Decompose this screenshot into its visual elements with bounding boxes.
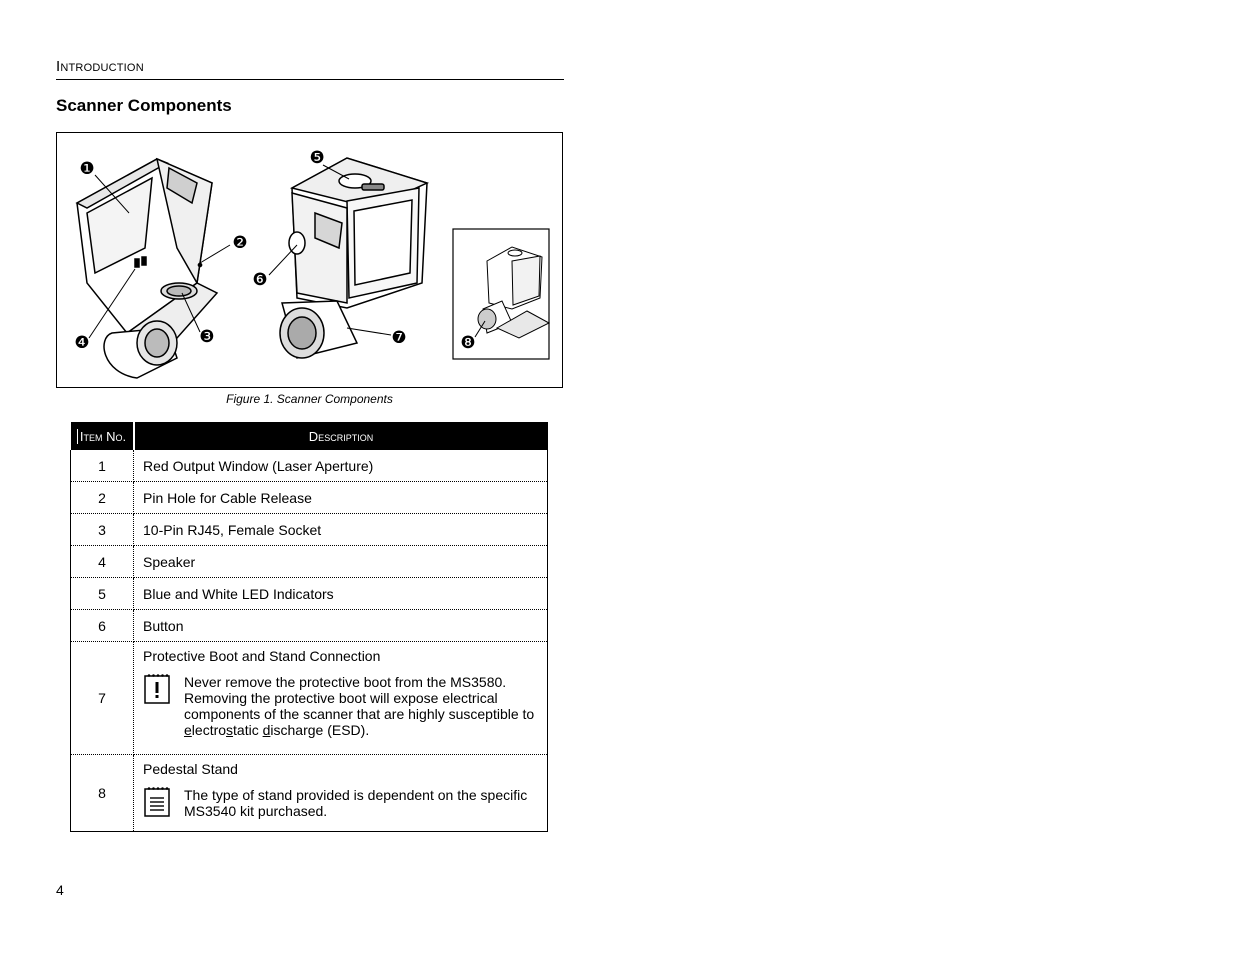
scanner-components-figure xyxy=(56,132,563,388)
table-row xyxy=(71,578,548,610)
callout-6: ❻ xyxy=(252,270,268,290)
table-row xyxy=(71,546,548,578)
table-row xyxy=(71,642,548,755)
table-header-row xyxy=(71,422,548,450)
item-description: Blue and White LED Indicators xyxy=(134,578,548,610)
item-description xyxy=(134,642,548,755)
item-number: 6 xyxy=(71,610,134,642)
table-row xyxy=(71,482,548,514)
info-note-text: The type of stand provided is dependent on the specific MS3540 kit purchased. xyxy=(184,787,528,819)
item-number: 1 xyxy=(71,450,134,482)
item-number: 8 xyxy=(71,755,134,832)
item-description: Speaker xyxy=(134,546,548,578)
section-header xyxy=(56,58,564,80)
item-description: 10-Pin RJ45, Female Socket xyxy=(134,514,548,546)
components-table xyxy=(70,422,548,832)
section-header-text: Introduction xyxy=(56,58,144,75)
note-icon xyxy=(143,785,171,819)
item-description-title: Protective Boot and Stand Connection xyxy=(143,648,381,664)
figure-caption: Figure 1. Scanner Components xyxy=(226,392,393,406)
callout-5: ❺ xyxy=(309,148,325,168)
scanner-rear-view-illustration xyxy=(77,159,217,378)
table-row xyxy=(71,755,548,832)
table-row xyxy=(71,450,548,482)
table-row xyxy=(71,514,548,546)
callout-8: ❽ xyxy=(460,333,476,353)
item-number: 7 xyxy=(71,642,134,755)
caution-note-text: Never remove the protective boot from the MS3580. Removing the protective boot will expose electrical components of the scanner that are highly susceptible to electrostatic discharge (ESD). xyxy=(184,674,535,738)
caution-note xyxy=(143,674,547,738)
callout-3: ❸ xyxy=(199,327,215,347)
caution-icon xyxy=(143,672,171,706)
page-title: Scanner Components xyxy=(56,96,232,115)
callout-4: ❹ xyxy=(74,333,90,353)
callout-1: ❶ xyxy=(79,159,95,179)
page-number: 4 xyxy=(56,882,64,898)
info-note xyxy=(143,787,547,819)
item-description: Button xyxy=(134,610,548,642)
item-number: 5 xyxy=(71,578,134,610)
item-description xyxy=(134,755,548,832)
item-description: Red Output Window (Laser Aperture) xyxy=(134,450,548,482)
column-header-description: Description xyxy=(134,422,548,450)
column-header-item-no: Item No. xyxy=(71,422,134,450)
table-row xyxy=(71,610,548,642)
item-description: Pin Hole for Cable Release xyxy=(134,482,548,514)
item-number: 2 xyxy=(71,482,134,514)
item-number: 3 xyxy=(71,514,134,546)
callout-2: ❷ xyxy=(232,233,248,253)
item-number: 4 xyxy=(71,546,134,578)
callout-7: ❼ xyxy=(391,328,407,348)
item-description-title: Pedestal Stand xyxy=(143,761,238,777)
